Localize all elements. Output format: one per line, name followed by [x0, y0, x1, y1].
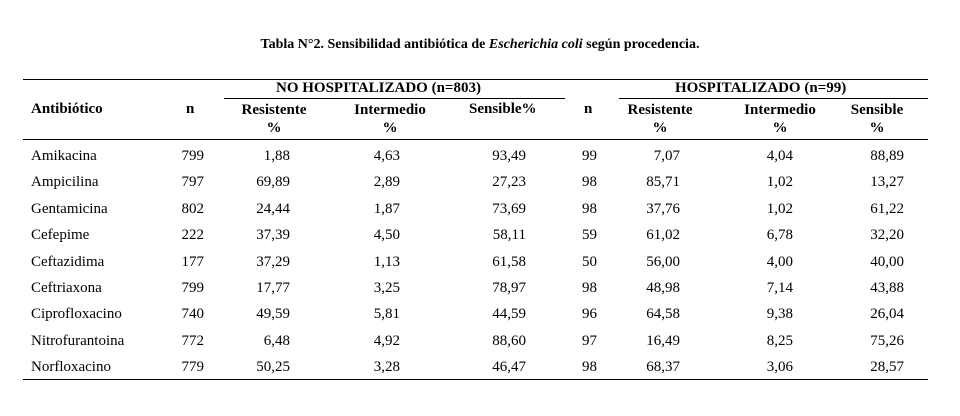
caption-species: Escherichia coli — [488, 37, 583, 52]
cell-intermedio-hosp: 6,78 — [766, 227, 793, 244]
cell-intermedio-no-hosp: 1,13 — [373, 253, 400, 270]
cell-n-hosp: 59 — [582, 227, 597, 244]
cell-resistente-no-hosp: 37,29 — [256, 253, 290, 270]
cell-n-no-hosp: 740 — [181, 306, 204, 323]
cell-n-hosp: 98 — [582, 359, 597, 376]
cell-n-no-hosp: 772 — [181, 332, 204, 349]
cell-resistente-hosp: 85,71 — [646, 174, 680, 191]
cell-antibiotico: Ceftazidima — [31, 253, 105, 270]
header-intermedio-unit: % — [382, 120, 398, 136]
cell-sensible-no-hosp: 44,59 — [492, 306, 526, 323]
cell-sensible-hosp: 75,26 — [870, 332, 904, 349]
group-header-no-hospitalizado: NO HOSPITALIZADO (n=803) — [276, 80, 481, 96]
cell-sensible-hosp: 28,57 — [870, 359, 904, 376]
cell-n-hosp: 99 — [582, 148, 597, 164]
cell-n-no-hosp: 802 — [181, 200, 204, 217]
cell-antibiotico: Ciprofloxacino — [31, 306, 122, 323]
cell-sensible-no-hosp: 78,97 — [492, 280, 526, 296]
cell-resistente-no-hosp: 1,88 — [263, 148, 290, 164]
cell-antibiotico: Amikacina — [31, 148, 97, 164]
cell-sensible-no-hosp: 27,23 — [492, 174, 526, 191]
cell-sensible-hosp: 43,88 — [870, 280, 904, 296]
cell-resistente-hosp: 37,76 — [646, 200, 680, 217]
cell-n-hosp: 50 — [582, 253, 597, 270]
cell-resistente-no-hosp: 17,77 — [256, 280, 290, 296]
cell-n-hosp: 96 — [582, 306, 597, 323]
cell-n-no-hosp: 779 — [181, 359, 204, 376]
cell-resistente-hosp: 48,98 — [646, 280, 680, 296]
table-caption — [0, 37, 960, 53]
cell-sensible-hosp: 61,22 — [870, 200, 904, 217]
cell-resistente-no-hosp: 69,89 — [256, 174, 290, 191]
cell-sensible-hosp: 88,89 — [870, 148, 904, 164]
cell-sensible-no-hosp: 58,11 — [492, 227, 526, 244]
header-intermedio-label: Intermedio — [354, 102, 426, 118]
header-intermedio-no-hosp — [340, 101, 440, 137]
cell-sensible-no-hosp: 88,60 — [492, 332, 526, 349]
cell-intermedio-hosp: 9,38 — [766, 306, 793, 323]
header-n-no-hosp: n — [186, 101, 195, 117]
cell-sensible-hosp: 13,27 — [870, 174, 904, 191]
cell-intermedio-no-hosp: 5,81 — [373, 306, 400, 323]
cell-n-hosp: 98 — [582, 280, 597, 296]
cell-n-no-hosp: 797 — [181, 174, 204, 191]
header-sensible-label: Sensible — [850, 102, 904, 118]
bottom-rule — [23, 379, 928, 380]
cell-antibiotico: Ampicilina — [31, 174, 99, 191]
header-sensible-unit: % — [869, 120, 885, 136]
cell-resistente-hosp: 68,37 — [646, 359, 680, 376]
cell-sensible-no-hosp: 61,58 — [492, 253, 526, 270]
header-resistente-unit: % — [266, 120, 282, 136]
cell-antibiotico: Nitrofurantoina — [31, 332, 125, 349]
cell-sensible-no-hosp: 93,49 — [492, 148, 526, 164]
cell-n-no-hosp: 177 — [181, 253, 204, 270]
cell-intermedio-hosp: 7,14 — [766, 280, 793, 296]
cell-resistente-hosp: 7,07 — [653, 148, 680, 164]
cell-resistente-no-hosp: 50,25 — [256, 359, 290, 376]
cell-resistente-hosp: 61,02 — [646, 227, 680, 244]
cell-intermedio-hosp: 4,00 — [766, 253, 793, 270]
cell-resistente-hosp: 64,58 — [646, 306, 680, 323]
cell-intermedio-hosp: 4,04 — [766, 148, 793, 164]
cell-sensible-hosp: 40,00 — [870, 253, 904, 270]
header-intermedio-hosp — [730, 101, 830, 137]
header-intermedio-unit: % — [772, 120, 788, 136]
cell-sensible-no-hosp: 73,69 — [492, 200, 526, 217]
cell-intermedio-no-hosp: 3,28 — [373, 359, 400, 376]
cell-resistente-no-hosp: 6,48 — [263, 332, 290, 349]
cell-resistente-no-hosp: 49,59 — [256, 306, 290, 323]
header-resistente-label: Resistente — [241, 102, 307, 118]
cell-intermedio-no-hosp: 2,89 — [373, 174, 400, 191]
header-antibiotico: Antibiótico — [31, 101, 103, 117]
cell-n-no-hosp: 222 — [181, 227, 204, 244]
group-rule-no-hospitalizado — [224, 98, 565, 99]
cell-n-hosp: 98 — [582, 174, 597, 191]
header-resistente-no-hosp — [224, 101, 324, 137]
cell-n-hosp: 97 — [582, 332, 597, 349]
group-rule-hospitalizado — [619, 98, 928, 99]
cell-resistente-no-hosp: 37,39 — [256, 227, 290, 244]
cell-intermedio-hosp: 8,25 — [766, 332, 793, 349]
cell-intermedio-no-hosp: 3,25 — [373, 280, 400, 296]
cell-intermedio-hosp: 3,06 — [766, 359, 793, 376]
header-rule — [23, 139, 928, 140]
cell-intermedio-no-hosp: 4,63 — [373, 148, 400, 164]
cell-sensible-no-hosp: 46,47 — [492, 359, 526, 376]
cell-intermedio-no-hosp: 4,92 — [373, 332, 400, 349]
cell-sensible-hosp: 32,20 — [870, 227, 904, 244]
cell-n-hosp: 98 — [582, 200, 597, 217]
caption-prefix: Tabla N°2. Sensibilidad antibiótica de — [260, 37, 489, 52]
cell-antibiotico: Norfloxacino — [31, 359, 111, 376]
header-resistente-hosp — [610, 101, 710, 137]
header-intermedio-label: Intermedio — [744, 102, 816, 118]
cell-sensible-hosp: 26,04 — [870, 306, 904, 323]
header-resistente-unit: % — [652, 120, 668, 136]
cell-antibiotico: Cefepime — [31, 227, 90, 244]
cell-resistente-no-hosp: 24,44 — [256, 200, 290, 217]
cell-n-no-hosp: 799 — [181, 148, 204, 164]
cell-intermedio-hosp: 1,02 — [766, 174, 793, 191]
header-sensible-hosp — [834, 101, 920, 137]
cell-n-no-hosp: 799 — [181, 280, 204, 296]
header-n-hosp: n — [584, 101, 593, 117]
cell-intermedio-no-hosp: 1,87 — [373, 200, 400, 217]
header-sensible-no-hosp: Sensible% — [469, 101, 537, 117]
cell-antibiotico: Ceftriaxona — [31, 280, 102, 296]
caption-suffix: según procedencia. — [582, 37, 700, 52]
cell-antibiotico: Gentamicina — [31, 200, 108, 217]
cell-intermedio-hosp: 1,02 — [766, 200, 793, 217]
cell-resistente-hosp: 56,00 — [646, 253, 680, 270]
cell-intermedio-no-hosp: 4,50 — [373, 227, 400, 244]
cell-resistente-hosp: 16,49 — [646, 332, 680, 349]
header-resistente-label: Resistente — [627, 102, 693, 118]
group-header-hospitalizado: HOSPITALIZADO (n=99) — [675, 80, 847, 96]
